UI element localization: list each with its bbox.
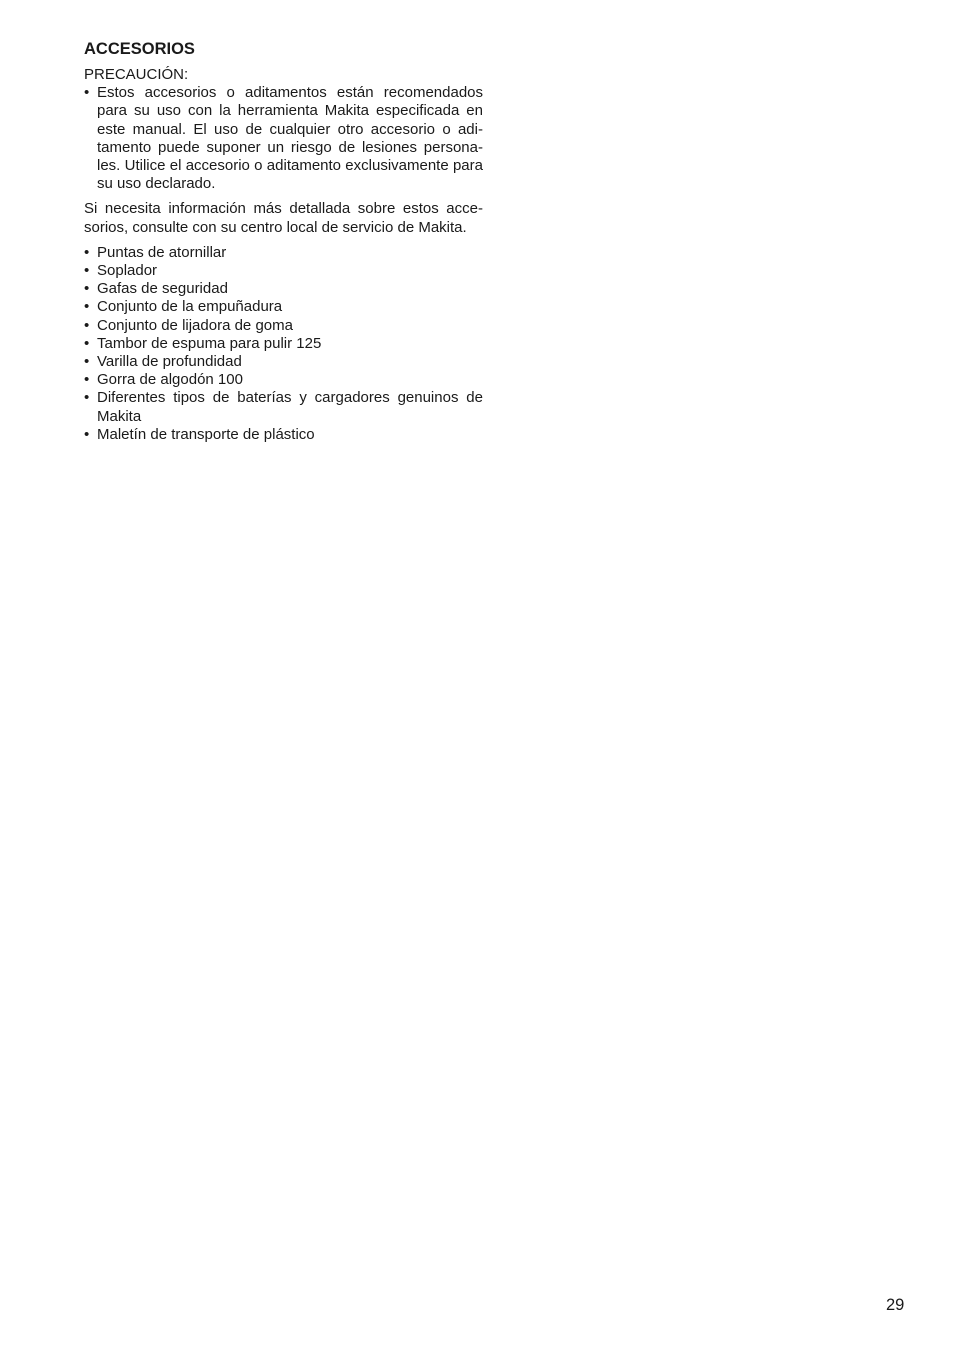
bullet-icon: • <box>84 84 90 102</box>
section-title: ACCESORIOS <box>84 40 195 58</box>
bullet-icon: • <box>84 316 90 334</box>
bullet-icon: • <box>84 243 90 261</box>
accessory-name: Puntas de atornillar <box>97 243 227 261</box>
list-item <box>84 317 483 335</box>
list-item <box>84 244 483 262</box>
accessory-name: Varilla de profundidad <box>97 353 242 371</box>
caution-item <box>84 84 483 193</box>
bullet-icon: • <box>84 425 90 443</box>
bullet-icon: • <box>84 389 90 407</box>
accessory-name: Gafas de seguridad <box>97 280 228 298</box>
accessory-name: Conjunto de la empuñadura <box>97 298 283 316</box>
bullet-icon: • <box>84 262 90 280</box>
list-item <box>84 335 483 353</box>
bullet-icon: • <box>84 353 90 371</box>
accessories-section <box>84 38 483 444</box>
list-item <box>84 426 483 444</box>
bullet-icon: • <box>84 280 90 298</box>
bullet-icon: • <box>84 371 90 389</box>
caution-label: PRECAUCIÓN: <box>84 66 189 83</box>
list-item <box>84 298 483 316</box>
accessory-name: Conjunto de lijadora de goma <box>97 316 293 334</box>
bullet-icon: • <box>84 298 90 316</box>
list-item <box>84 353 483 371</box>
info-paragraph: Si necesita información más detallada sobre estos accesorios, consulte con su centro local de servicio de Makita. <box>84 200 483 236</box>
list-item <box>84 262 483 280</box>
list-item <box>84 280 483 298</box>
page-number: 29 <box>886 1296 905 1314</box>
accessory-name: Maletín de transporte de plástico <box>97 425 315 443</box>
caution-item-text: Estos accesorios o aditamentos están recomendados para su uso con la herramienta Makita especificada en este manual. El uso de cualquier otro accesorio o aditamento puede suponer un riesgo de lesiones personales. Utilice el accesorio o aditamento exclusivamente para su uso declarado. <box>97 84 483 193</box>
accessory-name: Diferentes tipos de baterías y cargadores genuinos de Makita <box>97 389 483 425</box>
accessory-name: Soplador <box>97 262 158 280</box>
bullet-icon: • <box>84 334 90 352</box>
list-item <box>84 389 483 425</box>
caution-list <box>84 84 483 193</box>
accessory-name: Tambor de espuma para pulir 125 <box>97 334 322 352</box>
list-item <box>84 371 483 389</box>
accessory-name: Gorra de algodón 100 <box>97 371 243 389</box>
accessory-list <box>84 244 483 444</box>
